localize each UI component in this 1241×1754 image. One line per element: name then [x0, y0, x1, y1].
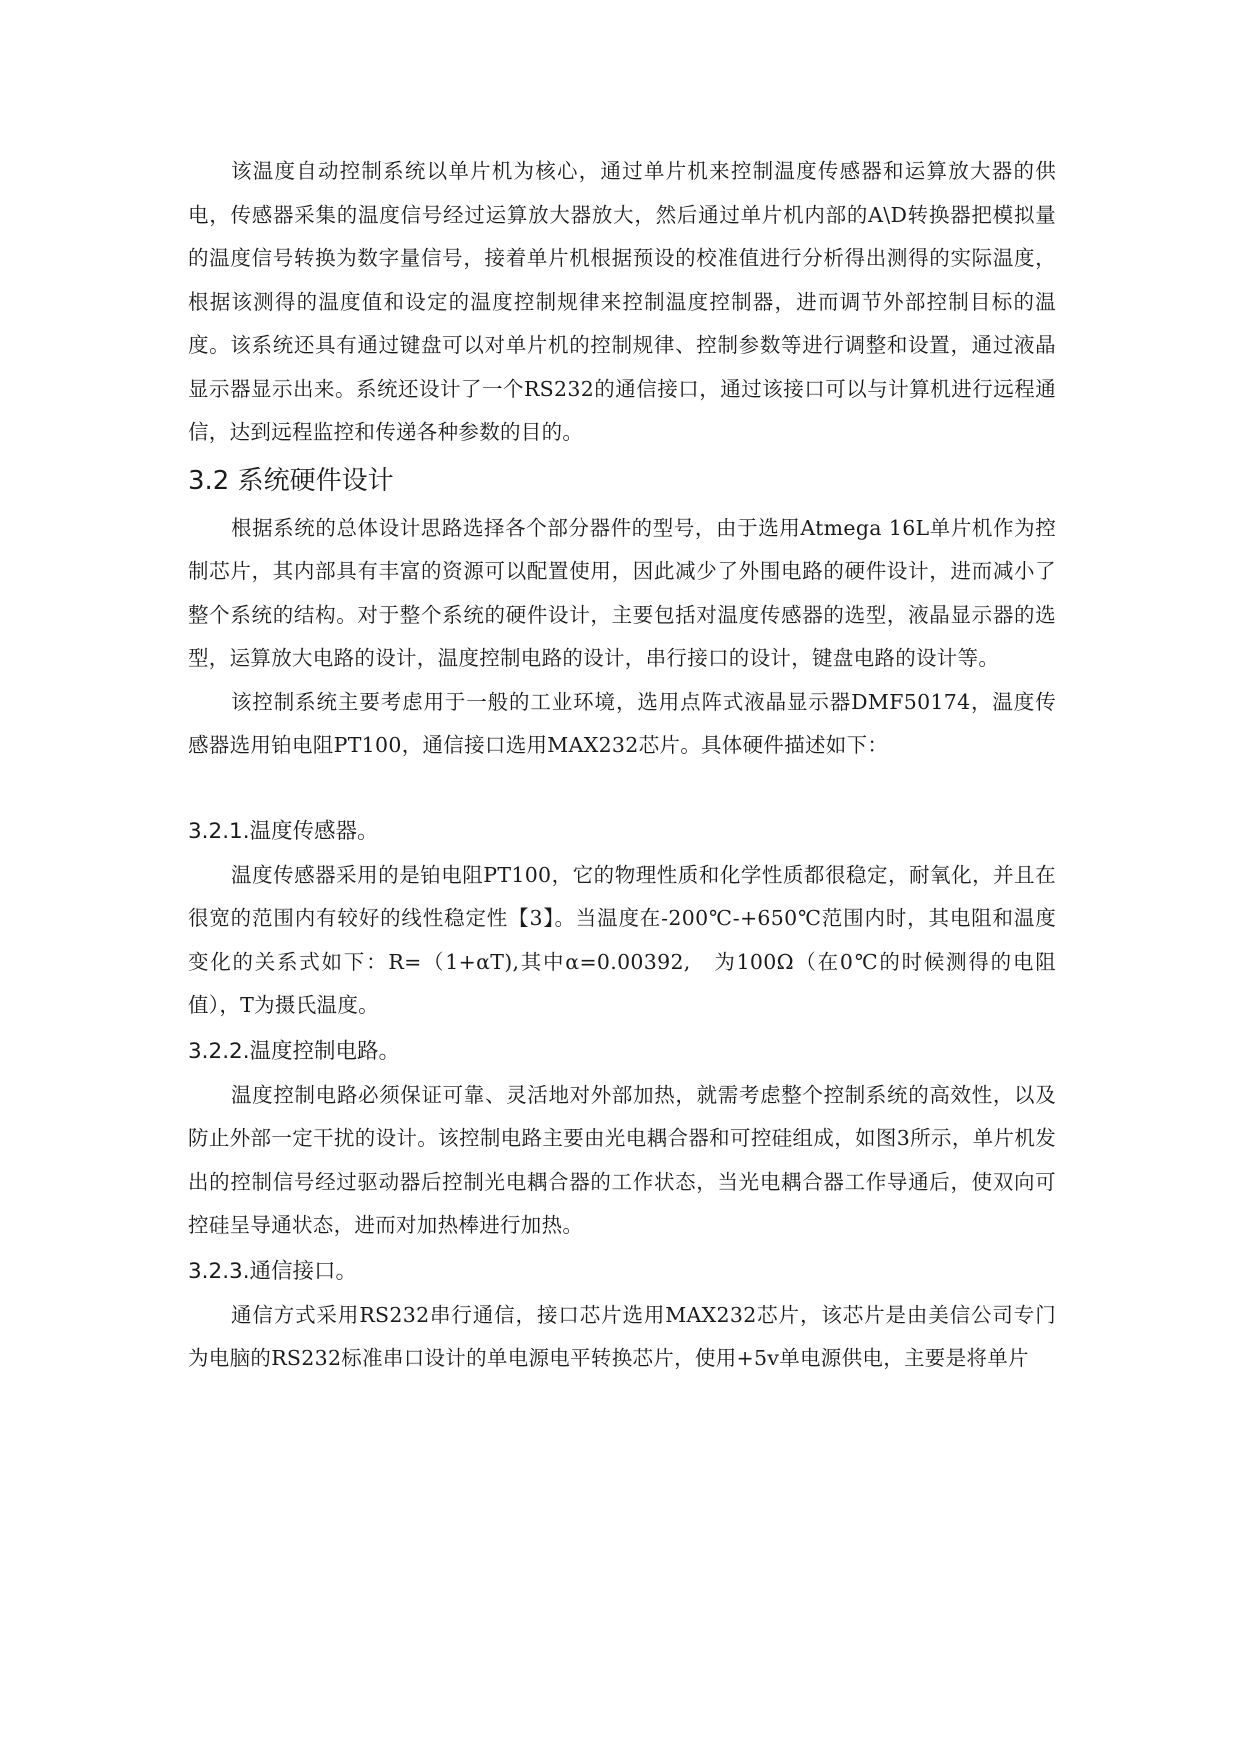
section-heading-3-2-1: 3.2.1.温度传感器。: [188, 818, 379, 844]
section-3-2-2-paragraph: 温度控制电路必须保证可靠、灵活地对外部加热，就需考虑整个控制系统的高效性，以及防止外部一定干扰的设计。该控制电路主要由光电耦合器和可控硅组成，如图3所示，单片机发出的控制信号经过驱动器后控制光电耦合器的工作状态，当光电耦合器工作导通后，使双向可控硅呈导通状态，进而对加热棒进行加热。: [188, 1082, 1056, 1237]
section-heading-3-2: 3.2 系统硬件设计: [188, 465, 394, 496]
section-3-2-paragraph-1: 根据系统的总体设计思路选择各个部分器件的型号，由于选用Atmega 16L单片机作为控制芯片，其内部具有丰富的资源可以配置使用，因此减少了外围电路的硬件设计，进而减小了整个系统的结构。对于整个系统的硬件设计，主要包括对温度传感器的选型，液晶显示器的选型，运算放大电路的设计，温度控制电路的设计，串行接口的设计，键盘电路的设计等。: [188, 515, 1056, 670]
section-3-2-paragraph-2: 该控制系统主要考虑用于一般的工业环境，选用点阵式液晶显示器DMF50174，温度传感器选用铂电阻PT100，通信接口选用MAX232芯片。具体硬件描述如下：: [188, 689, 1056, 757]
spacer: [188, 768, 1056, 808]
section-3-2-3-paragraph: 通信方式采用RS232串行通信，接口芯片选用MAX232芯片，该芯片是由美信公司专门为电脑的RS232标准串口设计的单电源电平转换芯片，使用+5v单电源供电，主要是将单片: [188, 1302, 1056, 1370]
document-page: [188, 150, 1056, 1381]
intro-paragraph: 该温度自动控制系统以单片机为核心，通过单片机来控制温度传感器和运算放大器的供电，传感器采集的温度信号经过运算放大器放大，然后通过单片机内部的A\D转换器把模拟量的温度信号转换为数字量信号，接着单片机根据预设的校准值进行分析得出测得的实际温度，根据该测得的温度值和设定的温度控制规律来控制温度控制器，进而调节外部控制目标的温度。该系统还具有通过键盘可以对单片机的控制规律、控制参数等进行调整和设置，通过液晶显示器显示出来。系统还设计了一个RS232的通信接口，通过该接口可以与计算机进行远程通信，达到远程监控和传递各种参数的目的。: [188, 159, 1056, 444]
section-3-2-1-paragraph: 温度传感器采用的是铂电阻PT100，它的物理性质和化学性质都很稳定，耐氧化，并且在很宽的范围内有较好的线性稳定性【3】。当温度在-200℃-+650℃范围内时，其电阻和温度变化的关系式如下：R=（1+αT),其中α=0.00392, 为100Ω（在0℃的时候测得的电阻值），T为摄氏温度。: [188, 862, 1056, 1017]
section-heading-3-2-2: 3.2.2.温度控制电路。: [188, 1038, 401, 1064]
section-heading-3-2-3: 3.2.3.通信接口。: [188, 1258, 358, 1284]
